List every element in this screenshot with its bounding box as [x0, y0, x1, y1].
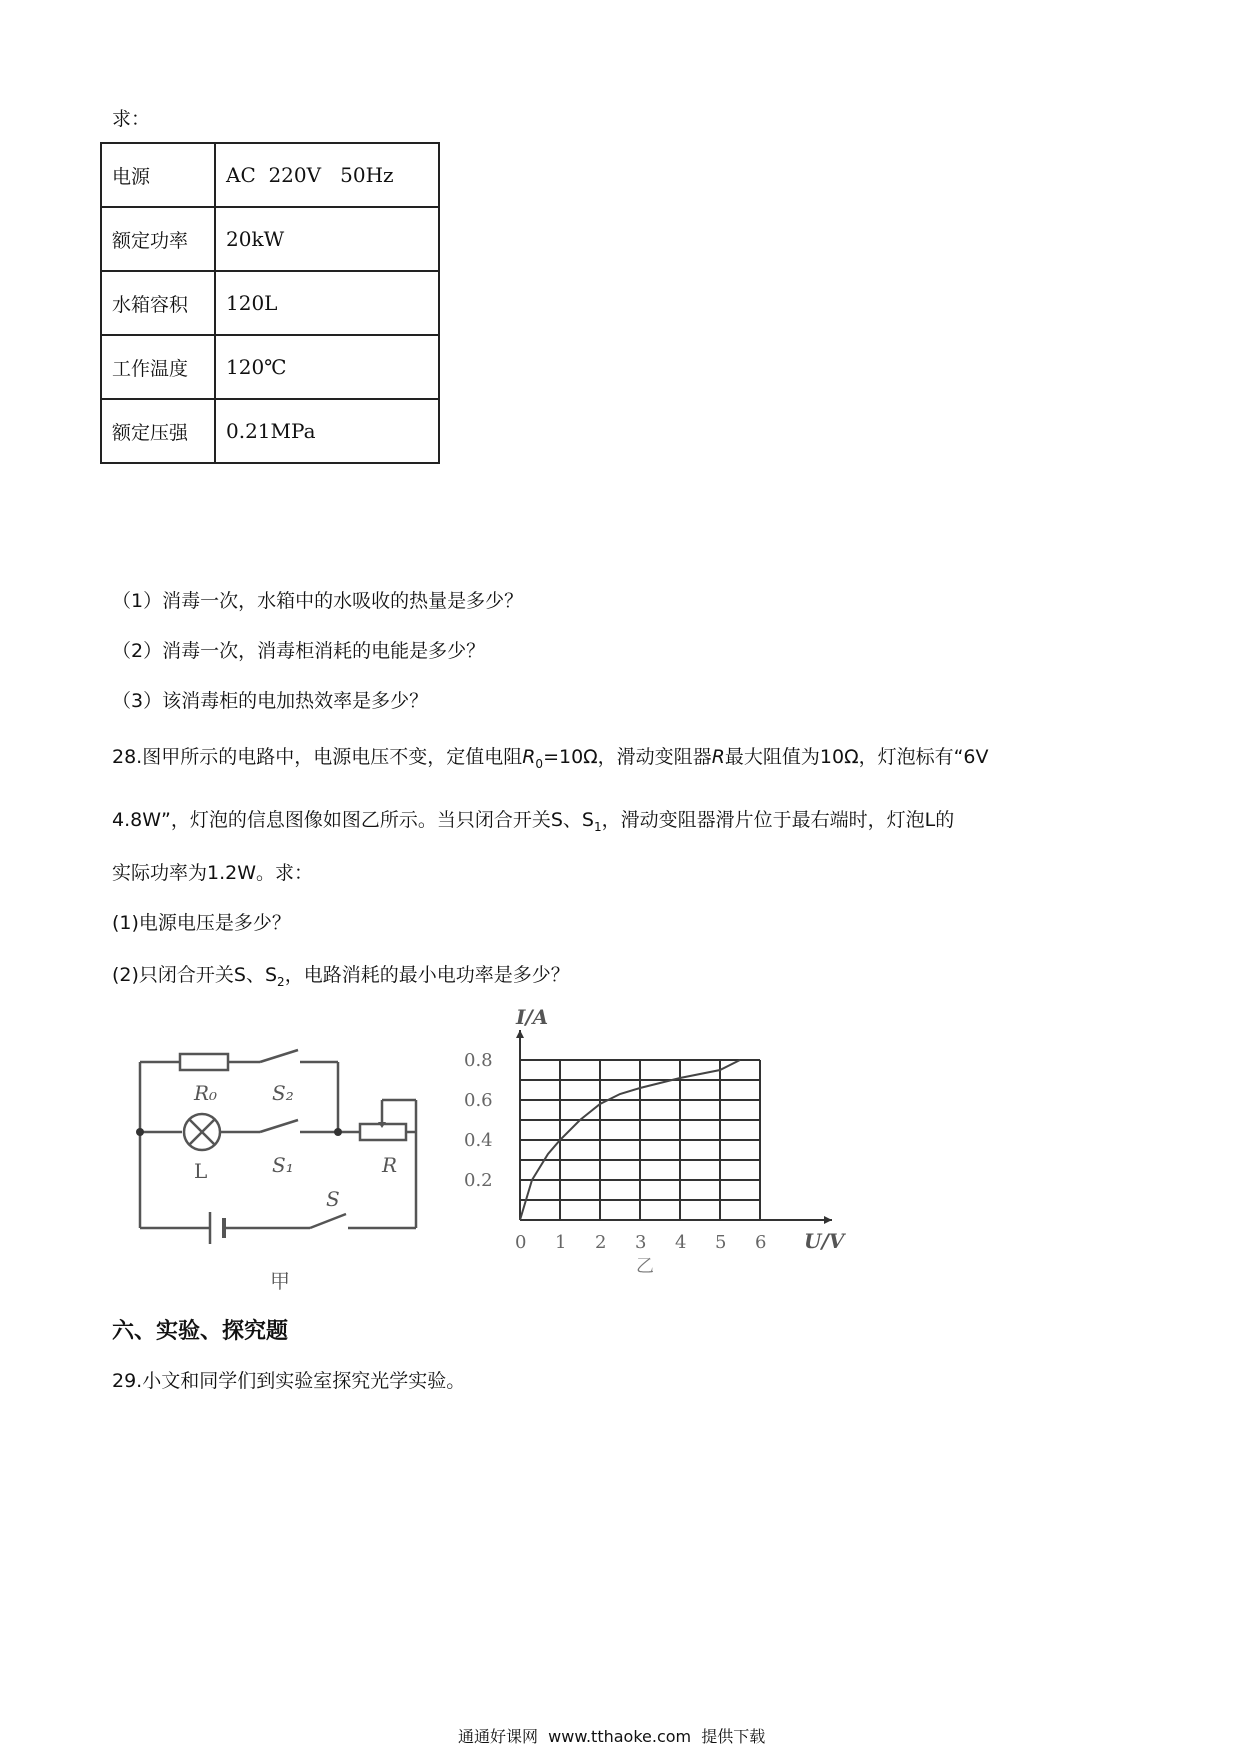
switch-s1-symbol — [260, 1120, 298, 1132]
switch-s-symbol — [310, 1214, 346, 1228]
x-tick-label: 5 — [715, 1232, 727, 1253]
q28-text: 4.8W”，灯泡的信息图像如图乙所示。当只闭合开关S、S — [112, 809, 594, 831]
table-cell-value: 0.21MPa — [215, 399, 439, 463]
q27-part-3: （3）该消毒柜的电加热效率是多少？ — [112, 690, 429, 712]
x-tick-label: 3 — [635, 1232, 647, 1253]
label-s: S — [326, 1187, 340, 1211]
table-row — [101, 271, 439, 335]
junction-dot — [334, 1128, 342, 1136]
table-row — [101, 143, 439, 207]
table-cell-value: 120L — [215, 271, 439, 335]
y-axis-arrow-icon — [516, 1030, 524, 1038]
table-row — [101, 335, 439, 399]
chart-ylabel: I/A — [516, 1005, 549, 1029]
label-r0: R₀ — [194, 1081, 218, 1105]
y-tick-label: 0.4 — [464, 1130, 493, 1151]
chart-xlabel: U/V — [804, 1229, 845, 1253]
q28-part-1: (1)电源电压是多少？ — [112, 912, 291, 934]
q27-part-2: （2）消毒一次，消毒柜消耗的电能是多少？ — [112, 640, 486, 662]
circuit-diagram — [120, 1030, 460, 1293]
q27-part-1: （1）消毒一次，水箱中的水吸收的热量是多少？ — [112, 590, 524, 612]
table-cell-value: 120℃ — [215, 335, 439, 399]
label-r: R — [382, 1153, 398, 1177]
resistor-r0-symbol — [180, 1054, 228, 1070]
x-tick-label: 1 — [555, 1232, 567, 1253]
x-tick-label: 2 — [595, 1232, 607, 1253]
q28-text: 最大阻值为10Ω，灯泡标有“6V — [724, 746, 989, 768]
q28-line-2 — [112, 805, 954, 834]
x-tick-label: 0 — [515, 1232, 527, 1253]
q28-line-1 — [112, 742, 989, 771]
table-cell-value: AC 220V 50Hz — [215, 143, 439, 207]
figure-caption-jia: 甲 — [270, 1269, 290, 1293]
y-tick-label: 0.6 — [464, 1090, 493, 1111]
y-tick-label: 0.2 — [464, 1170, 493, 1191]
question-intro-tail: 求： — [112, 108, 151, 130]
q28-text: (2)只闭合开关S、S — [112, 964, 278, 986]
r0-symbol: R — [522, 746, 536, 768]
iu-chart — [460, 1005, 880, 1300]
s1-subscript: 1 — [593, 819, 602, 834]
y-tick-label: 0.8 — [464, 1050, 493, 1071]
section-title: 六、实验、探究题 — [112, 1319, 289, 1344]
q28-text: ，电路消耗的最小电功率是多少？ — [284, 964, 570, 986]
chart-grid — [520, 1060, 760, 1220]
q28-text: ，滑动变阻器滑片位于最右端时，灯泡L的 — [601, 809, 955, 831]
q28-text: =10Ω，滑动变阻器 — [543, 746, 712, 768]
battery-symbol — [210, 1212, 224, 1244]
s2-subscript: 2 — [277, 974, 285, 989]
q28-line-3: 实际功率为1.2W。求： — [112, 862, 314, 884]
table-cell-value: 20kW — [215, 207, 439, 271]
table-cell-label: 工作温度 — [101, 335, 215, 399]
label-s2: S₂ — [272, 1081, 294, 1105]
q28-text: 28.图甲所示的电路中，电源电压不变，定值电阻 — [112, 746, 523, 768]
x-tick-label: 6 — [755, 1232, 767, 1253]
x-axis-arrow-icon — [824, 1216, 832, 1224]
label-s1: S₁ — [272, 1153, 294, 1177]
table-cell-label: 水箱容积 — [101, 271, 215, 335]
table-cell-label: 额定功率 — [101, 207, 215, 271]
table-row — [101, 399, 439, 463]
circuit-wires — [140, 1050, 416, 1228]
switch-s2-symbol — [260, 1050, 298, 1062]
junction-dot — [136, 1128, 144, 1136]
table-row — [101, 207, 439, 271]
page-footer: 通通好课网 www.tthaoke.com 提供下载 — [458, 1727, 766, 1746]
table-cell-label: 额定压强 — [101, 399, 215, 463]
q29-text: 29.小文和同学们到实验室探究光学实验。 — [112, 1370, 466, 1392]
table-cell-label: 电源 — [101, 143, 215, 207]
r-symbol: R — [711, 746, 725, 768]
r0-subscript: 0 — [535, 756, 544, 771]
x-tick-label: 4 — [675, 1232, 687, 1253]
spec-table — [100, 142, 440, 464]
label-lamp: L — [194, 1159, 208, 1183]
q28-part-2 — [112, 960, 570, 989]
figure-caption-yi: 乙 — [636, 1256, 654, 1277]
